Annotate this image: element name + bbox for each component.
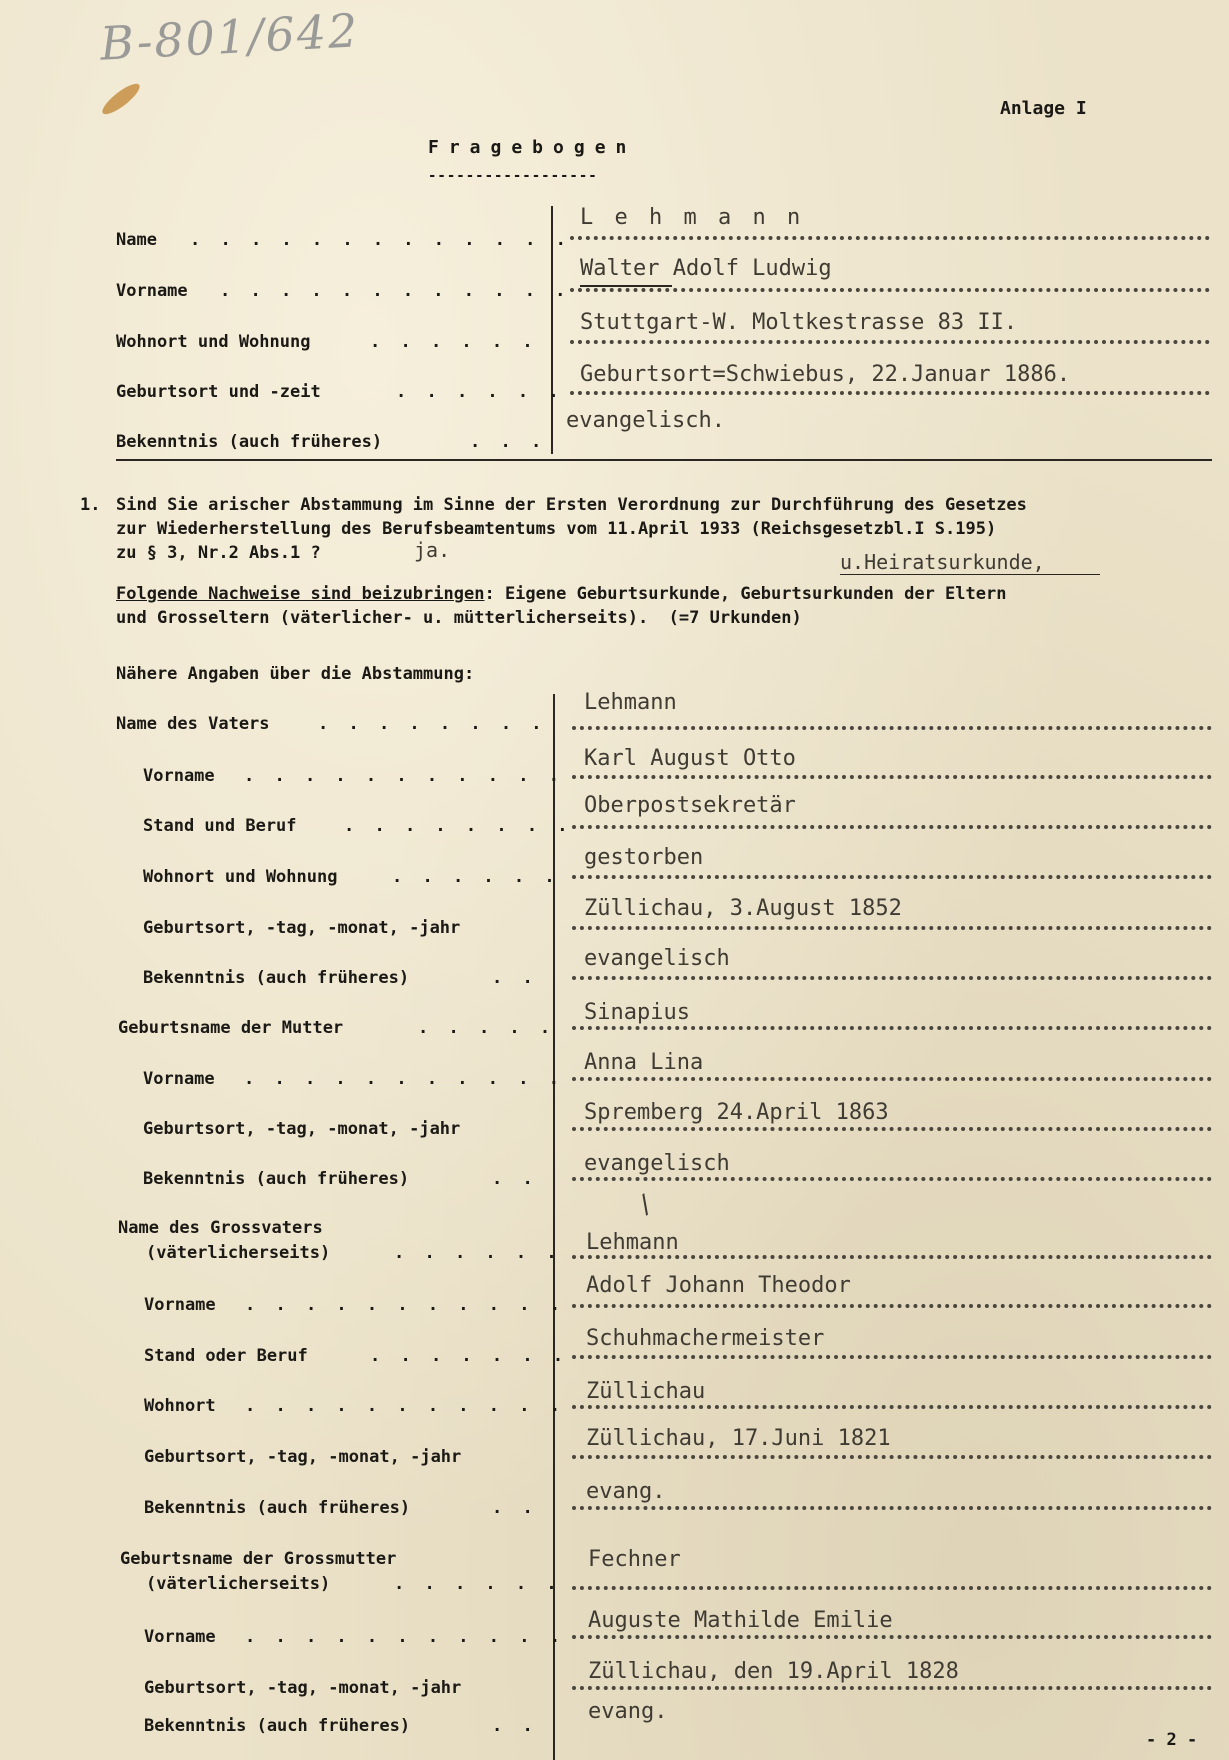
firstname-dots: . . . . . . . . . . . . [220,281,571,301]
grandfather-residence-fill [572,1403,1212,1409]
name-label: Name [116,230,157,250]
father-name-fill [572,724,1212,730]
religion-label: Bekenntnis (auch früheres) [116,432,383,452]
birth-dots: . . . . . . [396,382,564,402]
grandmother-firstname-dots: . . . . . . . . . . . [245,1627,565,1647]
form-title: Fragebogen [428,137,637,158]
firstname-value: Walter Adolf Ludwig [580,256,832,281]
residence-dots: . . . . . . [370,332,538,352]
grandfather-occupation-dots: . . . . . . . [370,1346,569,1366]
mother-name-dots: . . . . . [418,1018,556,1038]
question-number: 1. [80,495,101,515]
father-occupation-label: Stand und Beruf [143,816,297,836]
mother-birth-fill [572,1125,1212,1131]
grandfather-residence-value: Züllichau [586,1379,706,1404]
grandmother-birth-value: Züllichau, den 19.April 1828 [588,1659,959,1684]
evidence-line-2: und Grosseltern (väterlicher- u. mütterlicherseits). (=7 Urkunden) [116,608,802,628]
firstname-label: Vorname [116,281,188,301]
grandfather-name-dots: . . . . . . [394,1243,562,1263]
grandfather-birth-fill [572,1453,1212,1459]
grandmother-name-value: Fechner [588,1547,681,1572]
ancestry-column-divider [553,694,555,1760]
grandmother-firstname-label: Vorname [144,1627,216,1647]
section-rule [116,459,1212,461]
question-line-3: zu § 3, Nr.2 Abs.1 ? [116,543,321,563]
grandfather-firstname-label: Vorname [144,1295,216,1315]
grandfather-religion-fill [572,1504,1212,1510]
father-birth-fill [572,924,1212,930]
evidence-insertion: u.Heiratsurkunde, [840,550,1045,574]
name-fill [570,234,1210,240]
grandmother-birth-label: Geburtsort, -tag, -monat, -jahr [144,1678,462,1698]
grandfather-firstname-dots: . . . . . . . . . . . [245,1295,565,1315]
father-residence-label: Wohnort und Wohnung [143,867,338,887]
grandfather-name-fill [572,1253,1212,1259]
grandmother-name-dots: . . . . . . [394,1574,562,1594]
insertion-underline [840,574,1100,575]
father-religion-label: Bekenntnis (auch früheres) [143,968,410,988]
grandmother-side-label: (väterlicherseits) [146,1574,331,1594]
father-name-dots: . . . . . . . . [318,714,547,734]
question-answer: ja. [414,538,451,562]
father-religion-dots: . . [492,968,538,988]
ancestry-heading: Nähere Angaben über die Abstammung: [116,664,475,684]
grandfather-residence-label: Wohnort [144,1396,216,1416]
mother-name-label: Geburtsname der Mutter [118,1018,344,1038]
grandfather-religion-dots: . . [492,1498,538,1518]
grandmother-firstname-fill [572,1633,1212,1639]
grandmother-name-fill [572,1584,1212,1590]
grandmother-religion-dots: . . [492,1716,538,1736]
grandfather-birth-value: Züllichau, 17.Juni 1821 [586,1426,891,1451]
residence-fill [570,338,1210,344]
grandfather-name-label: Name des Grossvaters [118,1218,323,1238]
mother-religion-value: evangelisch [584,1151,730,1176]
archive-number: B-801/642 [98,3,361,71]
residence-label: Wohnort und Wohnung [116,332,311,352]
father-name-label: Name des Vaters [116,714,270,734]
mother-firstname-value: Anna Lina [584,1050,704,1075]
question-line-1: Sind Sie arischer Abstammung im Sinne der Ersten Verordnung zur Durchführung des Gesetzes [116,495,1027,515]
title-underline: ------------------ [428,168,598,184]
grandmother-name-label: Geburtsname der Grossmutter [120,1549,397,1569]
father-birth-label: Geburtsort, -tag, -monat, -jahr [143,918,461,938]
mother-religion-fill [572,1175,1212,1181]
firstname-fill [570,286,1210,292]
birth-fill [570,389,1210,395]
evidence-line-1 [116,584,1006,604]
mother-name-fill [572,1024,1212,1030]
grandmother-birth-fill [572,1684,1212,1690]
stain-mark [99,79,144,118]
grandfather-occupation-label: Stand oder Beruf [144,1346,308,1366]
name-dots: . . . . . . . . . . . . . [190,230,571,250]
father-firstname-fill [572,773,1212,779]
mother-religion-dots: . . [492,1169,538,1189]
grandmother-religion-label: Bekenntnis (auch früheres) [144,1716,411,1736]
father-firstname-dots: . . . . . . . . . . . [244,766,564,786]
pencil-mark: / [631,1188,660,1220]
name-value: L e h m a n n [580,205,805,230]
grandmother-religion-value: evang. [588,1699,668,1724]
residence-value: Stuttgart-W. Moltkestrasse 83 II. [580,310,1018,335]
religion-dots: . . . [470,432,547,452]
grandfather-occupation-value: Schuhmachermeister [586,1326,825,1351]
grandfather-name-value: Lehmann [586,1230,679,1255]
father-residence-dots: . . . . . . [392,867,560,887]
grandfather-residence-dots: . . . . . . . . . . . [245,1396,565,1416]
evidence-label: Folgende Nachweise sind beizubringen [116,584,485,604]
mother-firstname-label: Vorname [143,1069,215,1089]
grandfather-religion-value: evang. [586,1479,666,1504]
grandmother-firstname-value: Auguste Mathilde Emilie [588,1608,893,1633]
father-residence-value: gestorben [584,845,704,870]
father-firstname-label: Vorname [143,766,215,786]
grandfather-firstname-value: Adolf Johann Theodor [586,1273,851,1298]
father-name-value: Lehmann [584,690,677,715]
father-residence-fill [572,873,1212,879]
father-occupation-fill [572,823,1212,829]
mother-birth-value: Spremberg 24.April 1863 [584,1100,889,1125]
mother-firstname-fill [572,1075,1212,1081]
religion-value: evangelisch. [566,408,725,433]
mother-birth-label: Geburtsort, -tag, -monat, -jahr [143,1119,461,1139]
mother-religion-label: Bekenntnis (auch früheres) [143,1169,410,1189]
mother-name-value: Sinapius [584,1000,690,1025]
grandfather-firstname-fill [572,1302,1212,1308]
grandfather-birth-label: Geburtsort, -tag, -monat, -jahr [144,1447,462,1467]
father-occupation-value: Oberpostsekretär [584,793,796,818]
father-religion-value: evangelisch [584,946,730,971]
birth-value: Geburtsort=Schwiebus, 22.Januar 1886. [580,362,1071,387]
father-religion-fill [572,974,1212,980]
grandfather-religion-label: Bekenntnis (auch früheres) [144,1498,411,1518]
mother-firstname-dots: . . . . . . . . . . . [244,1069,564,1089]
father-firstname-value: Karl August Otto [584,746,796,771]
page-number: - 2 - [1146,1730,1198,1750]
father-birth-value: Züllichau, 3.August 1852 [584,896,902,921]
question-line-2: zur Wiederherstellung des Berufsbeamtentums vom 11.April 1933 (Reichsgesetzbl.I S.195) [116,519,997,539]
birth-label: Geburtsort und -zeit [116,382,321,402]
father-occupation-dots: . . . . . . . . [344,816,573,836]
attachment-label: Anlage I [1000,98,1087,119]
grandfather-occupation-fill [572,1353,1212,1359]
grandfather-side-label: (väterlicherseits) [146,1243,331,1263]
evidence-text: : Eigene Geburtsurkunde, Geburtsurkunden der Eltern [484,584,1007,604]
